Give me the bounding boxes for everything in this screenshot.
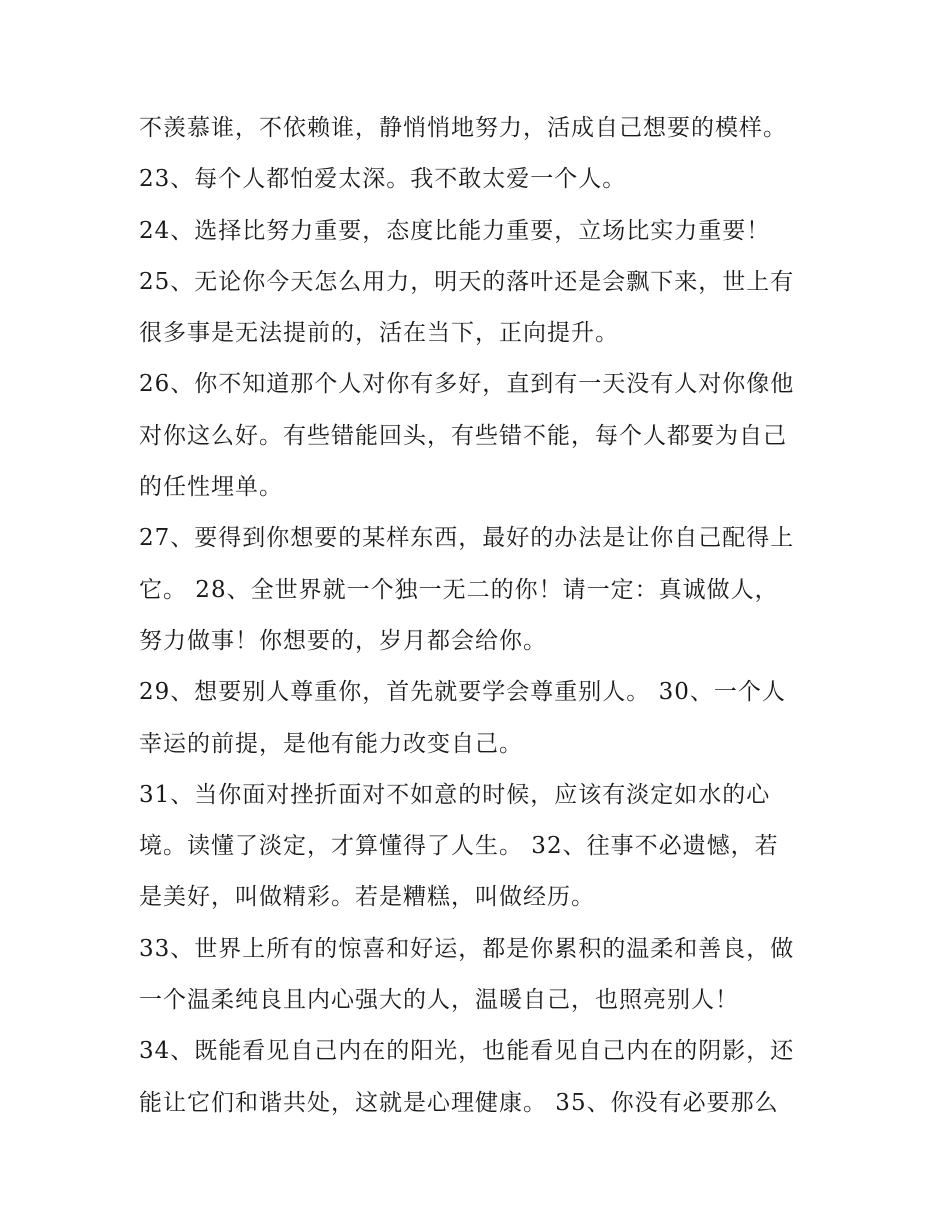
text-line: 25、无论你今天怎么用力，明天的落叶还是会飘下来，世上有 <box>139 268 795 295</box>
text-line: 是美好，叫做精彩。若是糟糕，叫做经历。 <box>139 884 595 911</box>
text-line: 27、要得到你想要的某样东西，最好的办法是让你自己配得上 <box>139 525 795 552</box>
text-line: 一个温柔纯良且内心强大的人，温暖自己，也照亮别人！ <box>139 987 739 1014</box>
text-line: 31、当你面对挫折面对不如意的时候，应该有淡定如水的心 <box>139 781 771 808</box>
text-line: 26、你不知道那个人对你有多好，直到有一天没有人对你像他 <box>139 371 795 398</box>
text-line: 23、每个人都怕爱太深。我不敢太爱一个人。 <box>139 166 627 193</box>
text-line: 很多事是无法提前的，活在当下，正向提升。 <box>139 320 619 347</box>
text-line: 不羡慕谁，不依赖谁，静悄悄地努力，活成自己想要的模样。 <box>139 115 787 141</box>
text-line: 24、选择比努力重要，态度比能力重要，立场比实力重要！ <box>139 217 771 244</box>
text-line: 对你这么好。有些错能回头，有些错不能，每个人都要为自己 <box>139 422 787 449</box>
text-line: 能让它们和谐共处，这就是心理健康。 35、你没有必要那么 <box>139 1089 779 1116</box>
text-line: 努力做事！你想要的，岁月都会给你。 <box>139 627 547 654</box>
text-line: 的任性埋单。 <box>139 474 283 501</box>
text-line: 幸运的前提，是他有能力改变自己。 <box>139 730 523 757</box>
text-line: 34、既能看见自己内在的阳光，也能看见自己内在的阴影，还 <box>139 1038 795 1065</box>
document-body <box>139 103 829 1129</box>
text-line: 境。读懂了淡定，才算懂得了人生。 32、往事不必遗憾，若 <box>139 833 779 860</box>
text-line: 它。 28、全世界就一个独一无二的你！请一定：真诚做人， <box>139 576 779 603</box>
text-line: 33、世界上所有的惊喜和好运，都是你累积的温柔和善良，做 <box>139 935 795 962</box>
text-line: 29、想要别人尊重你，首先就要学会尊重别人。 30、一个人 <box>139 679 786 706</box>
